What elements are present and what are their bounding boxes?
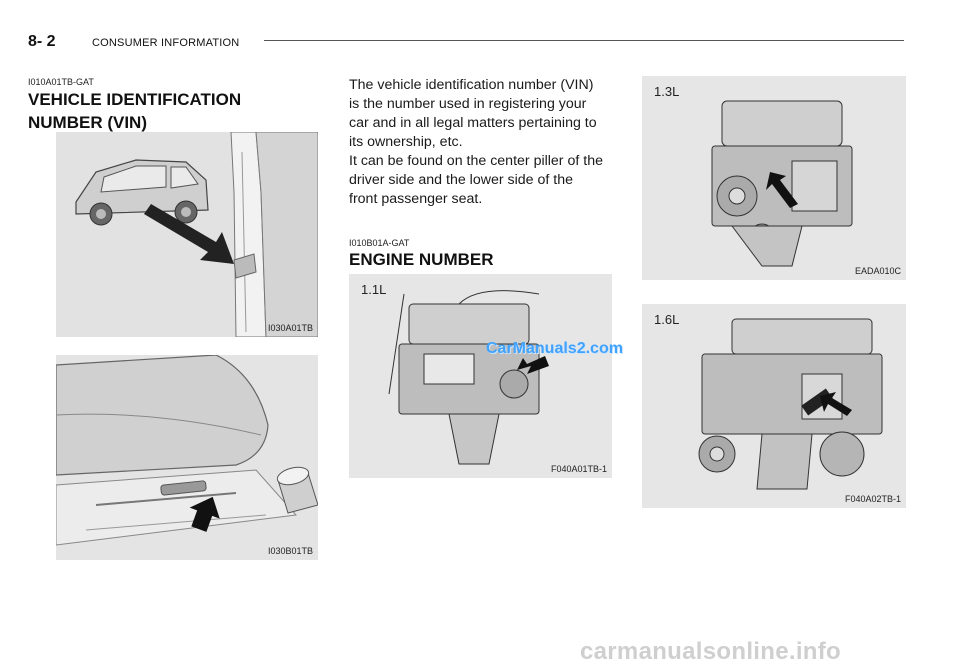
- engine-1-6l-illustration: [642, 304, 906, 508]
- figure-vin-seat: [56, 355, 318, 560]
- figure-caption: F040A02TB-1: [844, 494, 901, 504]
- section-title: CONSUMER INFORMATION: [92, 37, 240, 49]
- vin-paragraph-line: is the number used in registering your: [349, 96, 587, 112]
- vin-seat-illustration: [56, 355, 318, 560]
- figure-caption: F040A01TB-1: [550, 464, 607, 474]
- engine-label: 1.6L: [654, 312, 680, 327]
- engine-label: 1.1L: [361, 282, 387, 297]
- vin-paragraph-line: front passenger seat.: [349, 191, 483, 207]
- figure-engine-1-6l: [642, 304, 906, 508]
- vin-paragraph-line: driver side and the lower side of the: [349, 172, 573, 188]
- engine-heading: ENGINE NUMBER: [349, 250, 494, 269]
- watermark-carmanualsonline: carmanualsonline.info: [580, 638, 842, 665]
- page-number: 8- 2: [28, 33, 56, 50]
- header-rule: [264, 40, 904, 41]
- vin-paragraph-line: car and in all legal matters pertaining to: [349, 115, 597, 131]
- vin-paragraph-line: its ownership, etc.: [349, 134, 463, 150]
- vin-heading-line1: VEHICLE IDENTIFICATION: [28, 90, 242, 109]
- figure-engine-1-3l: [642, 76, 906, 280]
- vin-pillar-illustration: [56, 132, 318, 337]
- figure-caption: I030A01TB: [267, 323, 313, 333]
- vin-heading: [28, 88, 241, 134]
- figure-caption: I030B01TB: [267, 546, 313, 556]
- vin-heading-line2: NUMBER (VIN): [28, 113, 147, 132]
- watermark-carmanuals2: CarManuals2.com: [486, 340, 623, 357]
- figure-caption: EADA010C: [854, 266, 901, 276]
- vin-paragraph: [349, 76, 611, 209]
- vin-section-code: I010A01TB-GAT: [28, 77, 94, 87]
- vin-paragraph-line: The vehicle identification number (VIN): [349, 77, 594, 93]
- figure-vin-pillar: [56, 132, 318, 337]
- engine-section-code: I010B01A-GAT: [349, 238, 410, 248]
- vin-paragraph-line: It can be found on the center piller of the: [349, 153, 603, 169]
- engine-1-3l-illustration: [642, 76, 906, 280]
- engine-label: 1.3L: [654, 84, 680, 99]
- engine-1-1l-illustration: [349, 274, 612, 478]
- figure-engine-1-1l: [349, 274, 612, 478]
